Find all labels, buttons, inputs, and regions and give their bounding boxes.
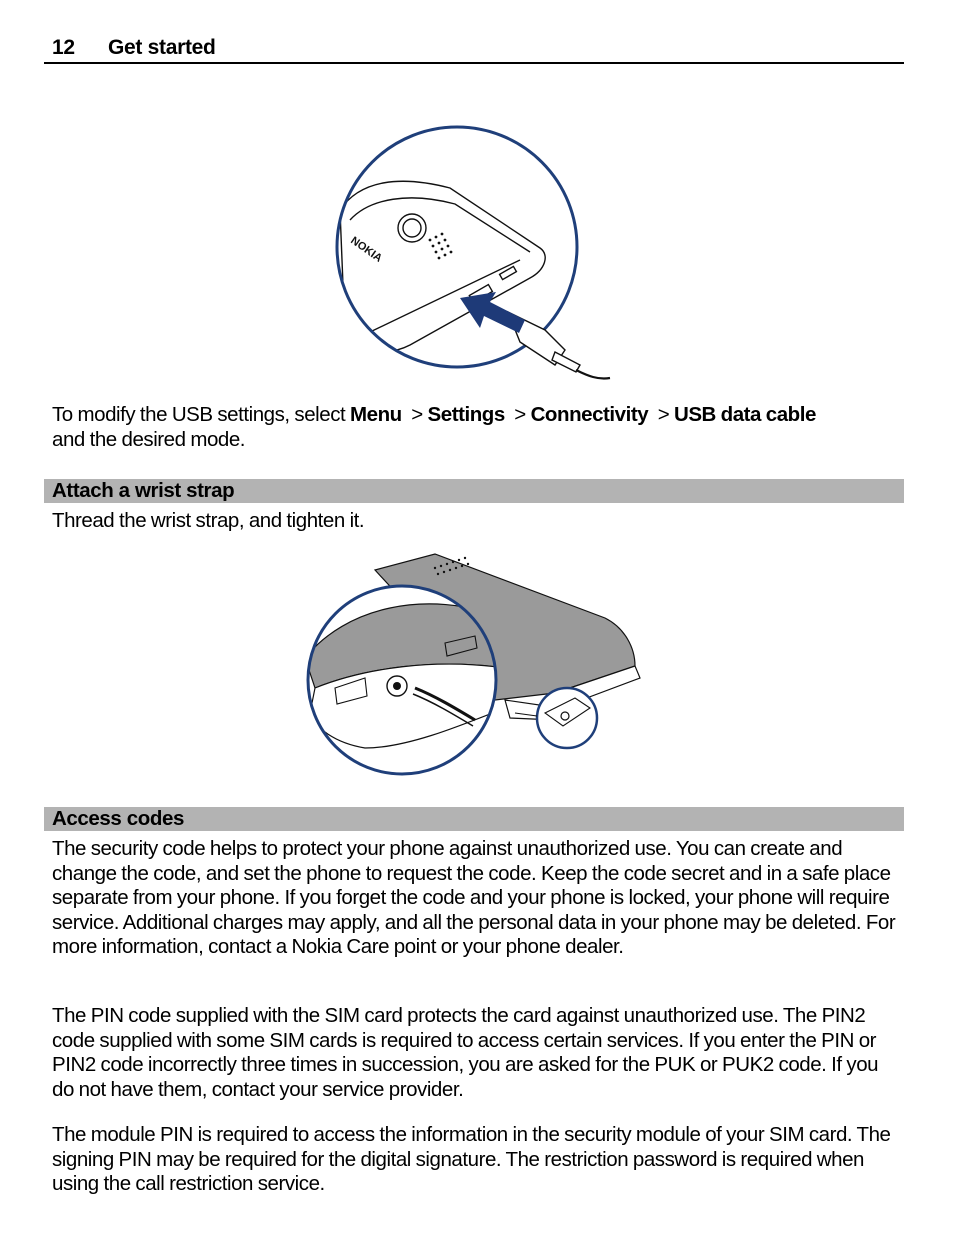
separator: > [411, 403, 428, 426]
access-codes-paragraph-2: The PIN code supplied with the SIM card protects the card against unauthorized use. The PIN2 code supplied with some SIM cards is required to access certain services. If you enter the PIN or PIN2 code incorrectly three times in succession, you are asked for the PUK or PUK2 code. If you do not have them, contact your service provider. [52, 1004, 879, 1101]
path-connectivity: Connectivity [530, 403, 649, 426]
path-settings: Settings [427, 403, 505, 426]
access-codes-heading: Access codes [52, 807, 184, 830]
page-header [44, 34, 904, 64]
wrist-strap-heading: Attach a wrist strap [52, 479, 235, 502]
access-codes-paragraph-1: The security code helps to protect your phone against unauthorized use. You can create and change the code, and set the phone to request the code. Keep the code secret and in a safe place separate from your phone. If you forget the code and your phone is locked, your phone will require service. Additional charges may apply, and all the personal data in your phone may be deleted. For more information, contact a Nokia Care point or your phone dealer. [52, 837, 896, 959]
path-usb-data-cable: USB data cable [673, 403, 816, 426]
usb-cable-connection-illustration [330, 120, 620, 385]
page-number: 12 [52, 36, 75, 59]
separator: > [514, 403, 531, 426]
wrist-strap-paragraph: Thread the wrist strap, and tighten it. [52, 509, 365, 532]
chapter-title: Get started [108, 36, 216, 59]
section-heading-wrist-strap [44, 479, 904, 503]
section-heading-access-codes [44, 807, 904, 831]
nokia-logo: NOKIA [348, 234, 385, 265]
usb-settings-paragraph [52, 403, 898, 452]
access-codes-paragraph-3: The module PIN is required to access the information in the security module of your SIM card. The signing PIN may be required for the digital signature. The restriction password is required when using the call restriction service. [52, 1123, 891, 1196]
path-menu: Menu [350, 403, 402, 426]
usb-text-before: To modify the USB settings, select [52, 403, 350, 426]
usb-text-after: and the desired mode. [52, 427, 246, 451]
separator: > [657, 403, 674, 426]
wrist-strap-illustration [305, 548, 645, 780]
